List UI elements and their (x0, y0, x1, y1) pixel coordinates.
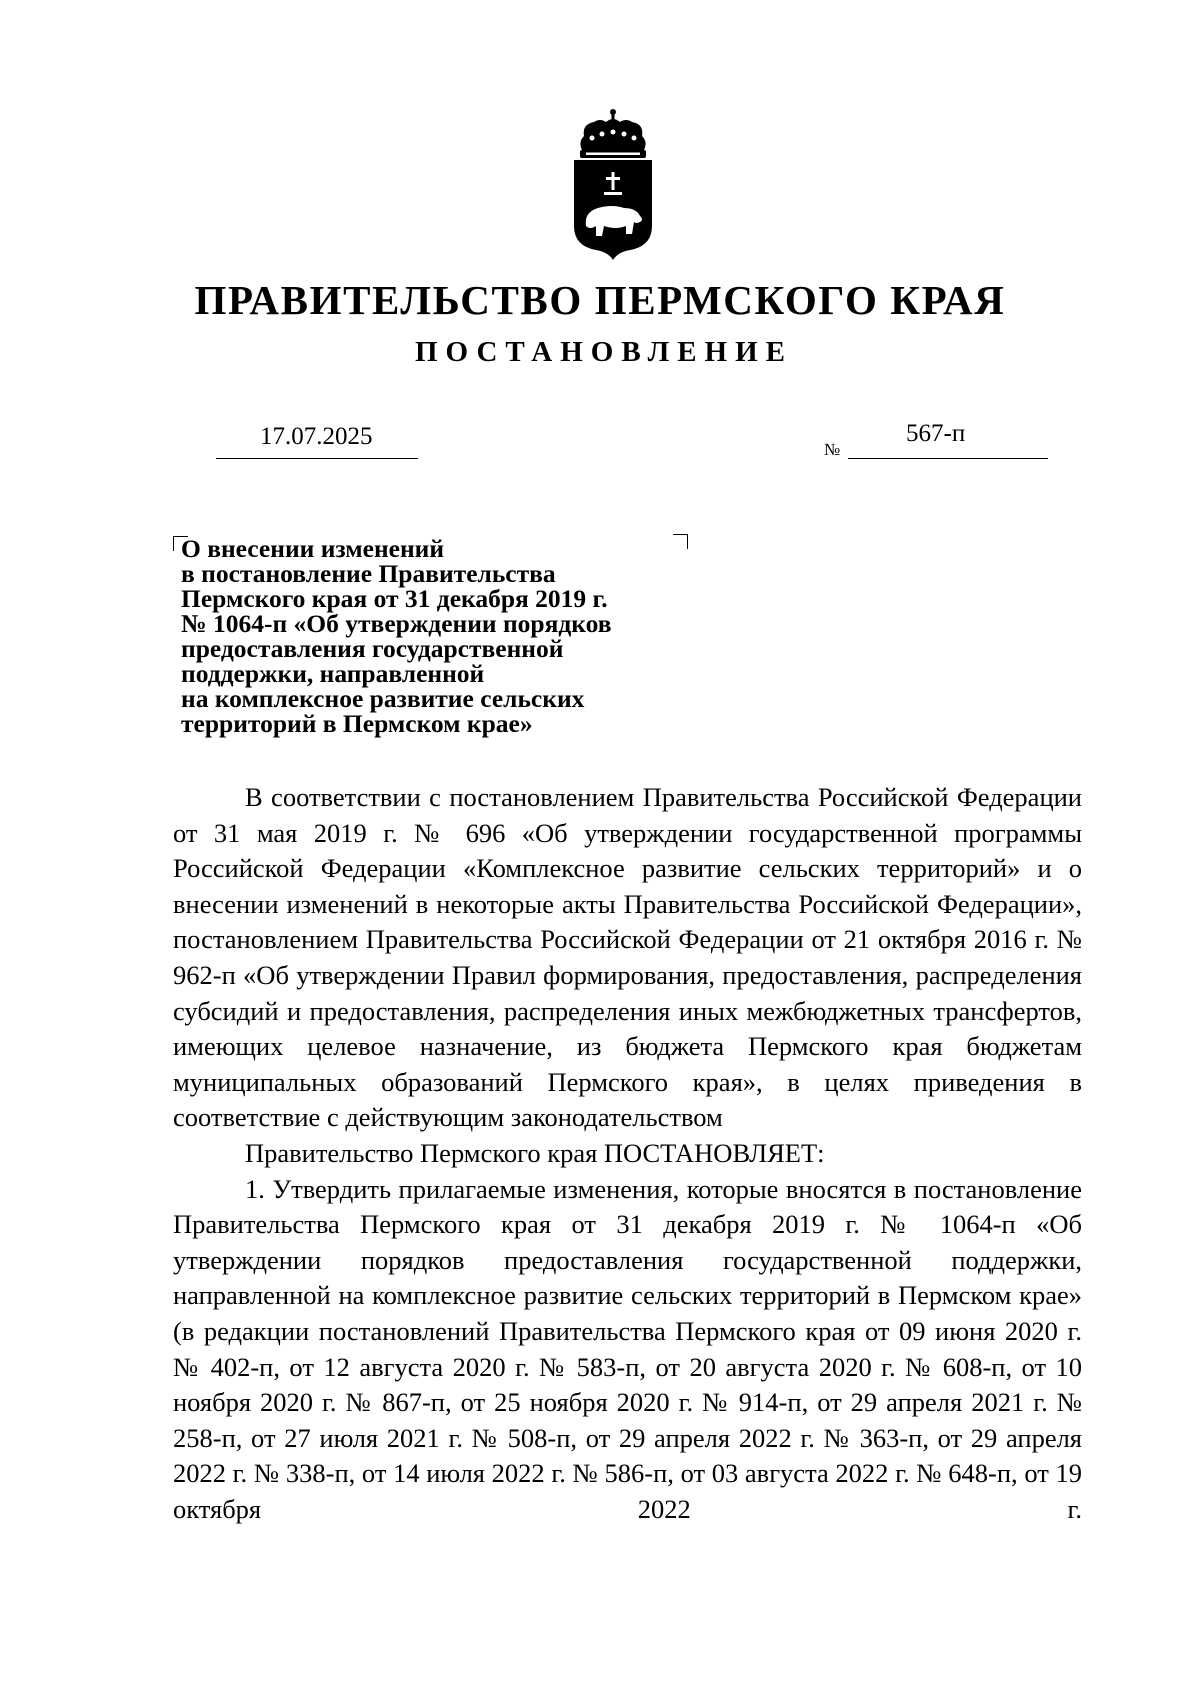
subject-line: поддержки, направленной (181, 659, 485, 688)
subject-line: территорий в Пермском крае» (181, 709, 533, 738)
subject-line: предоставления государственной (181, 634, 564, 663)
body-paragraph-preamble: В соответствии с постановлением Правительства Российской Федерации от 31 мая 2019 г. № 696 «Об утверждении государственной программы Российской Федерации «Комплексное развитие сельских территорий» и о внесении изменений в некоторые акты Правительства Российской Федерации», постановлением Правительства Российской Федерации от 21 октября 2016 г. № 962-п «Об утверждении Правил формирования, предоставления, распределения субсидий и предоставления, распределения иных межбюджетных трансфертов, имеющих целевое назначение, из бюджета Пермского края бюджетам муниципальных образований Пермского края», в целях приведения в соответствие с действующим законодательством (173, 782, 1082, 1133)
body-paragraph-resolution: Правительство Пермского края ПОСТАНОВЛЯЕТ: (245, 1137, 825, 1168)
number-field (848, 416, 1048, 459)
date-field (216, 420, 418, 459)
document-number: 567-п (906, 420, 966, 447)
coat-of-arms-icon (570, 108, 656, 260)
subject-line: О внесении изменений (181, 534, 445, 563)
document-subject (181, 536, 612, 736)
number-sign: № (824, 440, 841, 459)
document-body (173, 780, 1082, 1527)
subject-line: № 1064-п «Об утверждении порядков (181, 609, 612, 638)
body-paragraph-item-1: 1. Утвердить прилагаемые изменения, которые вносятся в постановление Правительства Пермского края от 31 декабря 2019 г. № 1064-п «Об утверждении порядков предоставления государственной поддержки, направленной на комплексное развитие сельских территорий в Пермском крае» (в редакции постановлений Правительства Пермского края от 09 июня 2020 г. № 402-п, от 12 августа 2020 г. № 583-п, от 20 августа 2020 г. № 608-п, от 10 ноября 2020 г. № 867-п, от 25 ноября 2020 г. № 914-п, от 29 апреля 2021 г. № 258-п, от 27 июля 2021 г. № 508-п, от 29 апреля 2022 г. № 363-п, от 29 апреля 2022 г. № 338-п, от 14 июля 2022 г. № 586-п, от 03 августа 2022 г. № 648-п, от 19 октября 2022 г. (173, 1173, 1082, 1524)
subject-line: в постановление Правительства (181, 559, 556, 588)
subject-line: на комплексное развитие сельских (181, 684, 585, 713)
subject-line: Пермского края от 31 декабря 2019 г. (181, 584, 608, 613)
subject-corner-right (673, 534, 688, 549)
document-type: ПОСТАНОВЛЕНИЕ (414, 336, 793, 368)
organization-title: ПРАВИТЕЛЬСТВО ПЕРМСКОГО КРАЯ (194, 277, 1006, 323)
document-date: 17.07.2025 (260, 423, 373, 450)
